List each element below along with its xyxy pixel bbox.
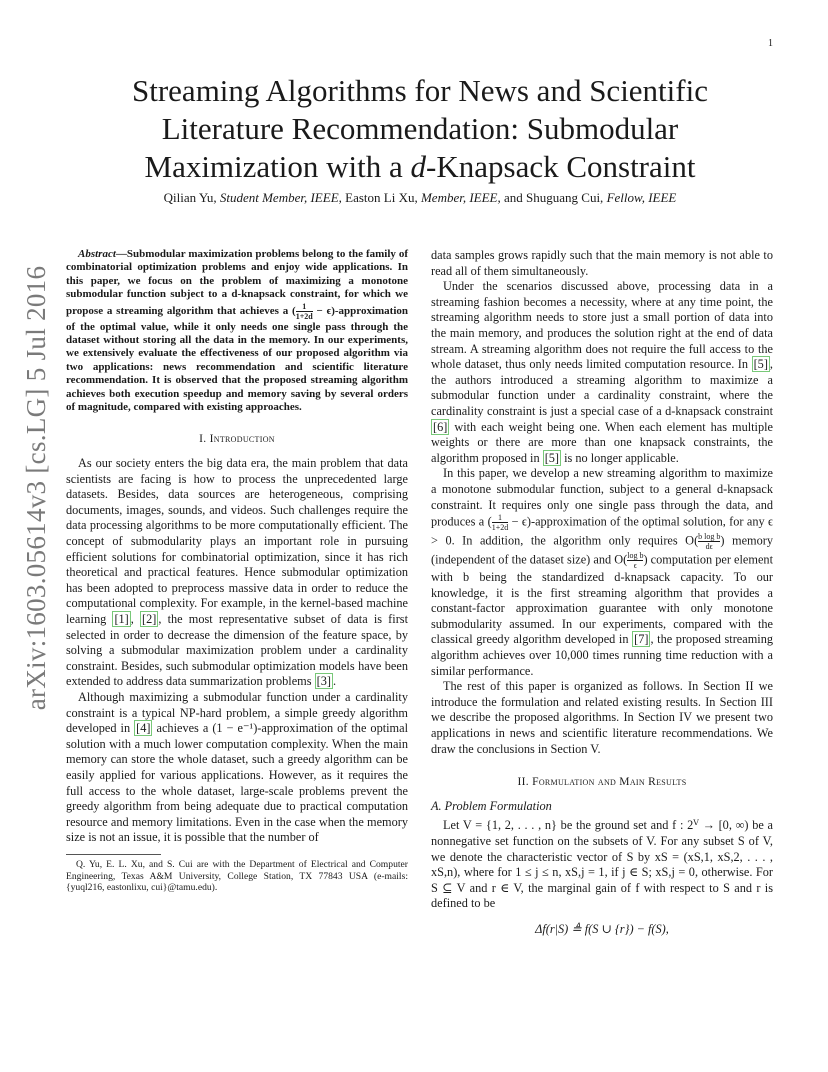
intro-p2a: Although maximizing a submodular function under a cardinality constraint is a typical NP-hard problem, a simple greedy algorithm developed in: [66, 689, 408, 736]
frac2-den: dϵ: [705, 542, 713, 552]
title-line-3-var: d: [410, 149, 427, 184]
section-heading-introduction: [66, 432, 408, 448]
intro-paragraph-1: As our society enters the big data era, the main problem that data scientists are facing is how to process the unprecedented large datasets. Besides, data sources are heterogeneous, comprising documents, images, sounds, and videos. Such challenges require the data processing algorithms to be more computationally efficient. The concept of submodularity plays an important role in pursuing efficient solutions for combinatorial optimization, since it has rich theoretical and practical features. Hence submodular optimization has been adopted to preprocess massive data in order to reduce the computational complexity. For example, in the kernel-based machine learning [1] , [2] , the most representative subset of data is first selected in order to decrease the dimension of the feature space, by solving a submodular maximization problem under a cardinality constraint. Besides, such submodular optimization models have been extended to address data summarization problems [3] .: [66, 456, 408, 689]
citation-link[interactable]: [2]: [142, 612, 157, 626]
right-p1a: Under the scenarios discussed above, processing data in a streaming fashion becomes a necessity, where at any time point, the streaming algorithm needs to store just a small portion of data into the main memory, and produces the solution right at the end of data stream. A streaming algorithm does not require the full access to the whole dataset, thus only needs limited computation resource. In: [431, 279, 773, 372]
author-2-role: Member, IEEE,: [420, 190, 501, 205]
section-heading-formulation: [431, 775, 773, 791]
intro-p1a: As our society enters the big data era, the main problem that data scientists are facing is how to process the unprecedented large datasets. Besides, data sources are heterogeneous, comprising documents, images, sounds, and videos. Such challenges require the data processing algorithms to be more computationally efficient. The concept of submodularity plays an important role in pursuing efficient solutions for combinatorial optimization, since it has rich theoretical and practical features. Hence submodular optimization has been adopted to preprocess massive data in order to reduce the computational complexity. For example, in the kernel-based machine learning: [66, 456, 408, 626]
arxiv-identifier[interactable]: arXiv:1603.05614v3 [cs.LG] 5 Jul 2016: [21, 265, 51, 711]
title-line-1: Streaming Algorithms for News and Scientific: [132, 73, 708, 108]
author-1-role: Student Member, IEEE,: [219, 190, 342, 205]
author-2: Easton Li Xu,: [341, 190, 421, 205]
abstract-text-1: —Submodular maximization problems belong to the family of combinatorial optimization problems and enjoy wide applications. In this paper, we focus on the problem of maximizing a monotone submodular function subject to a d-knapsack constraint, for which we propose a streaming algorithm that achieves a: [66, 248, 408, 317]
abstract-text-2: − ϵ)-approximation of the optimal value, while it only needs one single pass through the dataset without storing all the data in the memory. In our experiments, we extensively evaluate the effectiveness of our proposed algorithm via two applications: news recommendation and scientific literature recommendation. It is observed that the proposed streaming algorithm achieves both execution speedup and memory saving by several orders of magnitude, compared with existing approaches.: [66, 304, 408, 414]
right-column: [431, 248, 773, 938]
abstract: Abstract—Submodular maximization problems belong to the family of combinatorial optimization problems and enjoy wide applications. In this paper, we focus on the problem of maximizing a monotone submodular function subject to a d-knapsack constraint, for which we propose a streaming algorithm that achieves a ( $\frac{1}{1+2d}$ − ϵ)-approximation of the optimal value, while it only needs one single pass through the dataset without storing all the data in the memory. In our experiments, we extensively evaluate the effectiveness of our proposed algorithm via two applications: news recommendation and scientific literature recommendation. It is observed that the proposed streaming algorithm achieves both execution speedup and memory saving by several orders of magnitude, compared with existing approaches.: [66, 248, 408, 414]
frac2-num: b log b: [698, 532, 721, 542]
memory-fraction: [698, 532, 720, 551]
right-paragraph-0: data samples grows rapidly such that the main memory is not able to read all of them simultaneously.: [431, 248, 773, 278]
author-3: and Shuguang Cui,: [500, 190, 607, 205]
right-paragraph-2: [431, 466, 773, 679]
right-p2b: − ϵ)-approximation of the optimal solution, for any ϵ > 0. In addition, the algorithm only requires O(: [431, 514, 773, 548]
right-p2c: ) memory (independent of the dataset size) and O(: [431, 533, 773, 567]
right-paragraph-4: Let V = {1, 2, . . . , n} be the ground set and f : 2ⱽ → [0, ∞) be a nonnegative set function on the subsets of V. For any subset S of V, we denote the characteristic vector of S by xS = (xS,1, xS,2, . . . , xS,n), where for 1 ≤ j ≤ n, xS,j = 1, if j ∈ S; xS,j = 0, otherwise. For S ⊆ V and r ∈ V, the marginal gain of f with respect to S and r is defined to be: [431, 818, 773, 911]
author-3-role: Fellow, IEEE: [606, 190, 677, 205]
title-line-2: Literature Recommendation: Submodular: [161, 111, 679, 146]
right-paragraph-3: The rest of this paper is organized as follows. In Section II we introduce the formulation and related existing results. In Section III we describe the proposed algorithms. In Section IV we present two applications in news and scientific literature recommendations. We draw the conclusions in Section V.: [431, 679, 773, 756]
right-p2a: In this paper, we develop a new streaming algorithm to maximize a monotone submodular function, subject to a general d-knapsack constraint. It requires only one single pass through the data, and produces a (: [431, 466, 773, 529]
abstract-lead: Abstract: [78, 248, 116, 260]
subsection-problem-formulation: A. Problem Formulation: [431, 798, 552, 813]
abstract-frac-den: 1+2d: [295, 311, 313, 321]
abstract-fraction: [296, 302, 313, 321]
left-column: [66, 248, 408, 894]
title-line-3-pre: Maximization with a: [144, 149, 411, 184]
right-p2d: ) computation per element with b being the standardized d-knapsack capacity. To our knowledge, it is the first streaming algorithm that provides a constant-factor approximation guarantee with only monotone submodularity assumed. In our experiments, compared with the classical greedy algorithm developed in: [431, 552, 773, 647]
abstract-frac-num: 1: [296, 302, 313, 312]
right-paragraph-1: [431, 279, 773, 466]
right-p1b: , the authors introduced a streaming algorithm to maximize a submodular function under a cardinality constraint, where the cardinality constraint is just a special case of a d-knapsack constraint: [431, 357, 773, 418]
intro-heading-num: I.: [199, 433, 210, 446]
computation-fraction: [627, 551, 643, 570]
formulation-heading-text: Formulation and Main Results: [532, 776, 687, 789]
citation-link[interactable]: [3]: [316, 674, 331, 689]
intro-p2b: achieves a (1 − e⁻¹)-approximation of the optimal solution with a much lower computation complexity. When the main memory can store the whole dataset, such a greedy algorithm can be easily applied for various applications. However, as it requires the full access to the whole dataset, large-scale problems prevent the greedy algorithm from being adequate due to practical computation resource and memory limitations. Even in the case when the memory size is not an issue, it is possible that the number of: [66, 721, 408, 845]
intro-paragraph-2: [66, 690, 408, 846]
paper-title: [80, 72, 760, 186]
citation-link[interactable]: [7]: [634, 632, 649, 647]
citation-link[interactable]: [5]: [753, 357, 768, 372]
author-list: [60, 190, 780, 206]
frac1-num: 1: [492, 513, 509, 523]
citation-link[interactable]: [6]: [433, 419, 448, 434]
frac3-den: ϵ: [633, 561, 637, 571]
right-p1d: is no longer applicable.: [561, 450, 679, 465]
marginal-gain-equation: Δf(r|S) ≜ f(S ∪ {r}) − f(S),: [535, 921, 669, 936]
formulation-heading-num: II.: [517, 776, 533, 789]
right-p1c: with each weight being one. When each element has multiple weights or there are more than one knapsack constraints, the algorithm proposed in: [431, 419, 773, 465]
intro-p1b: , the most representative subset of data is first selected in order to decrease the dimension of the feature space, by solving a submodular maximization problem under a cardinality constraint. Besides, such submodular optimization models have been extended to address data summarization problems: [66, 612, 408, 689]
citation-link[interactable]: [1]: [114, 612, 129, 626]
citation-link[interactable]: [5]: [544, 450, 560, 465]
frac1-den: 1+2d: [491, 523, 509, 533]
footnote-divider: [66, 854, 161, 855]
right-p2e: , the proposed streaming algorithm achieves over 10,000 times running time reduction with a similar performance.: [431, 632, 773, 678]
page-number: 1: [768, 38, 773, 49]
author-footnote: Q. Yu, E. L. Xu, and S. Cui are with the Department of Electrical and Computer Engineering, Texas A&M University, College Station, TX 77843 USA (e-mails: {yuql216, eastonlixu, cui}@tamu.edu).: [66, 858, 408, 894]
frac3-num: log b: [627, 551, 644, 561]
citation-link[interactable]: [4]: [136, 721, 151, 736]
intro-heading-text: Introduction: [209, 433, 275, 446]
title-line-3-post: -Knapsack Constraint: [426, 149, 696, 184]
author-1: Qilian Yu,: [163, 190, 220, 205]
approx-fraction: [492, 513, 509, 532]
